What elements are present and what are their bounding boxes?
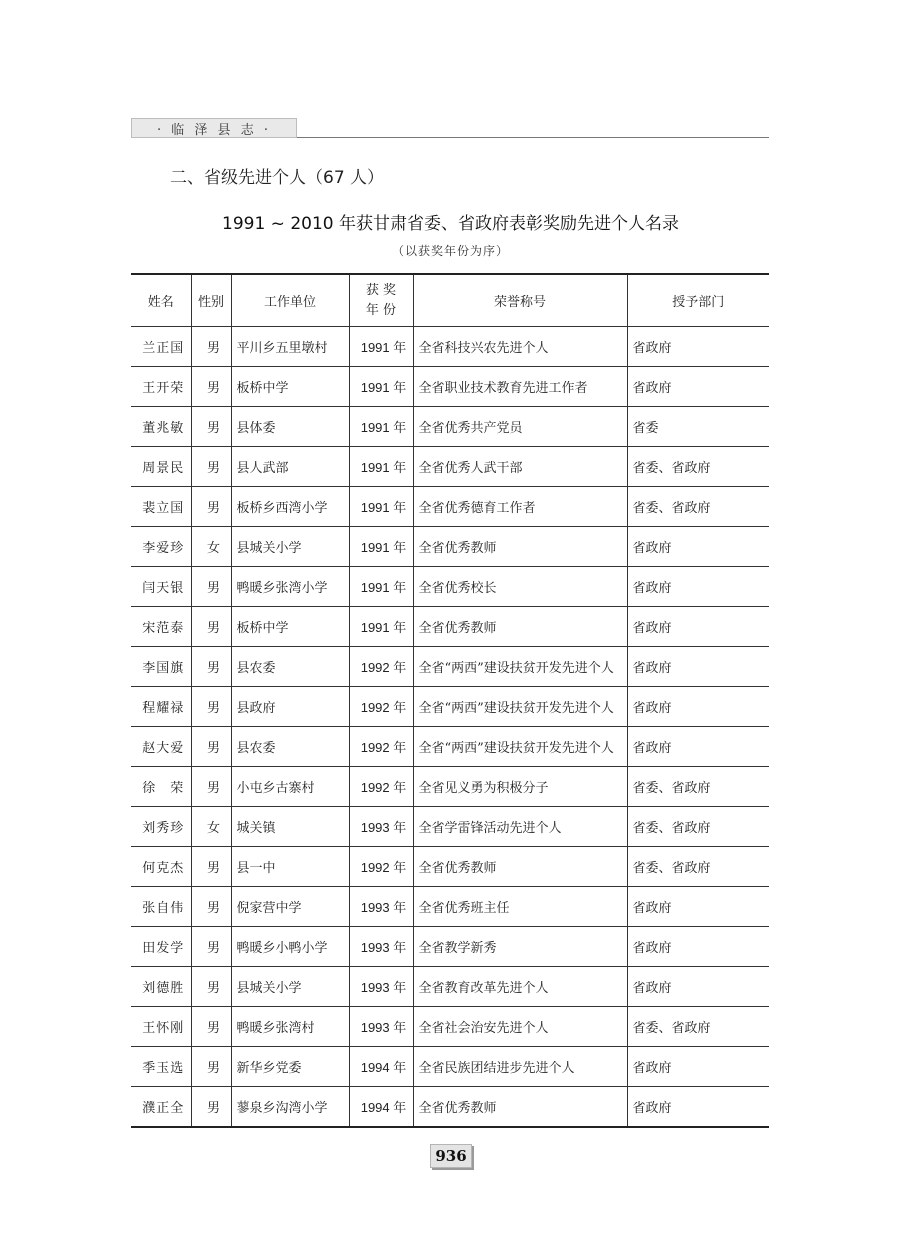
cell-award-year: 1993 年 <box>349 967 413 1007</box>
cell-name: 刘德胜 <box>131 967 191 1007</box>
table-row <box>131 487 769 527</box>
table-row <box>131 687 769 727</box>
cell-awarding-dept: 省政府 <box>627 567 769 607</box>
cell-awarding-dept: 省政府 <box>627 367 769 407</box>
cell-award-year: 1991 年 <box>349 567 413 607</box>
table-row <box>131 447 769 487</box>
cell-name: 裴立国 <box>131 487 191 527</box>
cell-awarding-dept: 省委、省政府 <box>627 487 769 527</box>
cell-gender: 女 <box>191 527 231 567</box>
cell-honor-title: 全省优秀教师 <box>413 607 627 647</box>
cell-honor-title: 全省教育改革先进个人 <box>413 967 627 1007</box>
table-row <box>131 327 769 367</box>
table-header-row <box>131 274 769 327</box>
column-header-honor-title: 荣誉称号 <box>413 274 627 327</box>
cell-name: 徐 荣 <box>131 767 191 807</box>
header-rule <box>297 137 769 138</box>
cell-gender: 男 <box>191 1007 231 1047</box>
cell-award-year: 1991 年 <box>349 527 413 567</box>
cell-honor-title: 全省优秀教师 <box>413 527 627 567</box>
cell-work-unit: 县体委 <box>231 407 349 447</box>
cell-name: 刘秀珍 <box>131 807 191 847</box>
cell-awarding-dept: 省委、省政府 <box>627 447 769 487</box>
cell-award-year: 1993 年 <box>349 1007 413 1047</box>
cell-gender: 男 <box>191 1047 231 1087</box>
cell-award-year: 1992 年 <box>349 767 413 807</box>
cell-award-year: 1993 年 <box>349 887 413 927</box>
cell-award-year: 1993 年 <box>349 927 413 967</box>
cell-gender: 男 <box>191 1087 231 1128</box>
cell-name: 周景民 <box>131 447 191 487</box>
cell-name: 李国旗 <box>131 647 191 687</box>
cell-gender: 男 <box>191 327 231 367</box>
cell-awarding-dept: 省政府 <box>627 967 769 1007</box>
cell-work-unit: 县城关小学 <box>231 967 349 1007</box>
column-header-work-unit: 工作单位 <box>231 274 349 327</box>
cell-name: 田发学 <box>131 927 191 967</box>
table-row <box>131 887 769 927</box>
cell-name: 董兆敏 <box>131 407 191 447</box>
cell-work-unit: 县人武部 <box>231 447 349 487</box>
table-row <box>131 1007 769 1047</box>
table-row <box>131 607 769 647</box>
cell-name: 季玉选 <box>131 1047 191 1087</box>
column-header-awarding-dept: 授予部门 <box>627 274 769 327</box>
cell-awarding-dept: 省政府 <box>627 887 769 927</box>
document-title: 1991 ~ 2010 年获甘肃省委、省政府表彰奖励先进个人名录 <box>222 214 679 234</box>
table-row <box>131 367 769 407</box>
cell-gender: 男 <box>191 367 231 407</box>
cell-name: 李爱珍 <box>131 527 191 567</box>
cell-name: 濮正全 <box>131 1087 191 1128</box>
cell-award-year: 1991 年 <box>349 327 413 367</box>
cell-gender: 男 <box>191 687 231 727</box>
cell-awarding-dept: 省政府 <box>627 727 769 767</box>
cell-honor-title: 全省教学新秀 <box>413 927 627 967</box>
cell-name: 赵大爱 <box>131 727 191 767</box>
table-row <box>131 1087 769 1128</box>
cell-work-unit: 小屯乡古寨村 <box>231 767 349 807</box>
column-header-gender: 性别 <box>191 274 231 327</box>
document-subtitle: （以获奖年份为序） <box>391 244 509 258</box>
cell-gender: 男 <box>191 927 231 967</box>
cell-name: 程耀禄 <box>131 687 191 727</box>
cell-name: 王开荣 <box>131 367 191 407</box>
cell-name: 何克杰 <box>131 847 191 887</box>
cell-work-unit: 鸭暖乡张湾村 <box>231 1007 349 1047</box>
cell-awarding-dept: 省委、省政府 <box>627 847 769 887</box>
column-header-award-year: 获 奖 年 份 <box>349 274 413 327</box>
cell-work-unit: 鸭暖乡张湾小学 <box>231 567 349 607</box>
table-row <box>131 727 769 767</box>
cell-awarding-dept: 省委、省政府 <box>627 1007 769 1047</box>
table-row <box>131 407 769 447</box>
cell-awarding-dept: 省政府 <box>627 527 769 567</box>
cell-honor-title: 全省优秀人武干部 <box>413 447 627 487</box>
cell-award-year: 1993 年 <box>349 807 413 847</box>
cell-award-year: 1994 年 <box>349 1087 413 1128</box>
cell-work-unit: 倪家营中学 <box>231 887 349 927</box>
cell-name: 王怀刚 <box>131 1007 191 1047</box>
cell-gender: 男 <box>191 767 231 807</box>
column-header-name: 姓名 <box>131 274 191 327</box>
cell-honor-title: 全省优秀班主任 <box>413 887 627 927</box>
cell-honor-title: 全省民族团结进步先进个人 <box>413 1047 627 1087</box>
cell-honor-title: 全省优秀德育工作者 <box>413 487 627 527</box>
table-row <box>131 807 769 847</box>
table-row <box>131 967 769 1007</box>
cell-work-unit: 县政府 <box>231 687 349 727</box>
page-number: 936 <box>430 1144 472 1168</box>
cell-work-unit: 蓼泉乡沟湾小学 <box>231 1087 349 1128</box>
table-row <box>131 527 769 567</box>
cell-award-year: 1991 年 <box>349 407 413 447</box>
cell-awarding-dept: 省委、省政府 <box>627 807 769 847</box>
table-row <box>131 1047 769 1087</box>
cell-gender: 男 <box>191 407 231 447</box>
cell-honor-title: 全省优秀共产党员 <box>413 407 627 447</box>
cell-work-unit: 平川乡五里墩村 <box>231 327 349 367</box>
cell-award-year: 1992 年 <box>349 847 413 887</box>
cell-honor-title: 全省“两西”建设扶贫开发先进个人 <box>413 727 627 767</box>
cell-gender: 男 <box>191 447 231 487</box>
section-heading: 二、省级先进个人（67 人） <box>170 168 385 188</box>
cell-gender: 女 <box>191 807 231 847</box>
cell-honor-title: 全省社会治安先进个人 <box>413 1007 627 1047</box>
cell-work-unit: 新华乡党委 <box>231 1047 349 1087</box>
cell-award-year: 1992 年 <box>349 647 413 687</box>
cell-awarding-dept: 省政府 <box>627 607 769 647</box>
cell-honor-title: 全省科技兴农先进个人 <box>413 327 627 367</box>
cell-award-year: 1992 年 <box>349 687 413 727</box>
table-row <box>131 927 769 967</box>
cell-work-unit: 板桥中学 <box>231 607 349 647</box>
cell-honor-title: 全省优秀教师 <box>413 847 627 887</box>
table-row <box>131 767 769 807</box>
cell-gender: 男 <box>191 487 231 527</box>
running-header: · 临 泽 县 志 · <box>131 118 297 138</box>
cell-honor-title: 全省优秀教师 <box>413 1087 627 1128</box>
cell-honor-title: 全省“两西”建设扶贫开发先进个人 <box>413 687 627 727</box>
cell-work-unit: 县一中 <box>231 847 349 887</box>
table-row <box>131 847 769 887</box>
cell-awarding-dept: 省政府 <box>627 1047 769 1087</box>
table-row <box>131 647 769 687</box>
cell-awarding-dept: 省政府 <box>627 927 769 967</box>
cell-gender: 男 <box>191 727 231 767</box>
cell-awarding-dept: 省政府 <box>627 647 769 687</box>
cell-gender: 男 <box>191 847 231 887</box>
cell-honor-title: 全省优秀校长 <box>413 567 627 607</box>
cell-honor-title: 全省“两西”建设扶贫开发先进个人 <box>413 647 627 687</box>
cell-work-unit: 板桥乡西湾小学 <box>231 487 349 527</box>
cell-work-unit: 县城关小学 <box>231 527 349 567</box>
cell-gender: 男 <box>191 567 231 607</box>
cell-gender: 男 <box>191 967 231 1007</box>
cell-awarding-dept: 省政府 <box>627 1087 769 1128</box>
cell-honor-title: 全省学雷锋活动先进个人 <box>413 807 627 847</box>
cell-name: 兰正国 <box>131 327 191 367</box>
cell-work-unit: 城关镇 <box>231 807 349 847</box>
cell-awarding-dept: 省政府 <box>627 687 769 727</box>
table-body <box>131 327 769 1128</box>
cell-awarding-dept: 省委 <box>627 407 769 447</box>
cell-gender: 男 <box>191 607 231 647</box>
cell-gender: 男 <box>191 887 231 927</box>
cell-award-year: 1991 年 <box>349 367 413 407</box>
cell-work-unit: 鸭暖乡小鸭小学 <box>231 927 349 967</box>
cell-award-year: 1992 年 <box>349 727 413 767</box>
honorees-table <box>131 273 769 1128</box>
cell-name: 张自伟 <box>131 887 191 927</box>
cell-awarding-dept: 省政府 <box>627 327 769 367</box>
cell-work-unit: 板桥中学 <box>231 367 349 407</box>
cell-award-year: 1994 年 <box>349 1047 413 1087</box>
cell-work-unit: 县农委 <box>231 727 349 767</box>
cell-award-year: 1991 年 <box>349 607 413 647</box>
cell-awarding-dept: 省委、省政府 <box>627 767 769 807</box>
cell-gender: 男 <box>191 647 231 687</box>
cell-honor-title: 全省见义勇为积极分子 <box>413 767 627 807</box>
cell-honor-title: 全省职业技术教育先进工作者 <box>413 367 627 407</box>
table-row <box>131 567 769 607</box>
cell-name: 宋范泰 <box>131 607 191 647</box>
cell-name: 闫天银 <box>131 567 191 607</box>
cell-award-year: 1991 年 <box>349 447 413 487</box>
cell-work-unit: 县农委 <box>231 647 349 687</box>
cell-award-year: 1991 年 <box>349 487 413 527</box>
